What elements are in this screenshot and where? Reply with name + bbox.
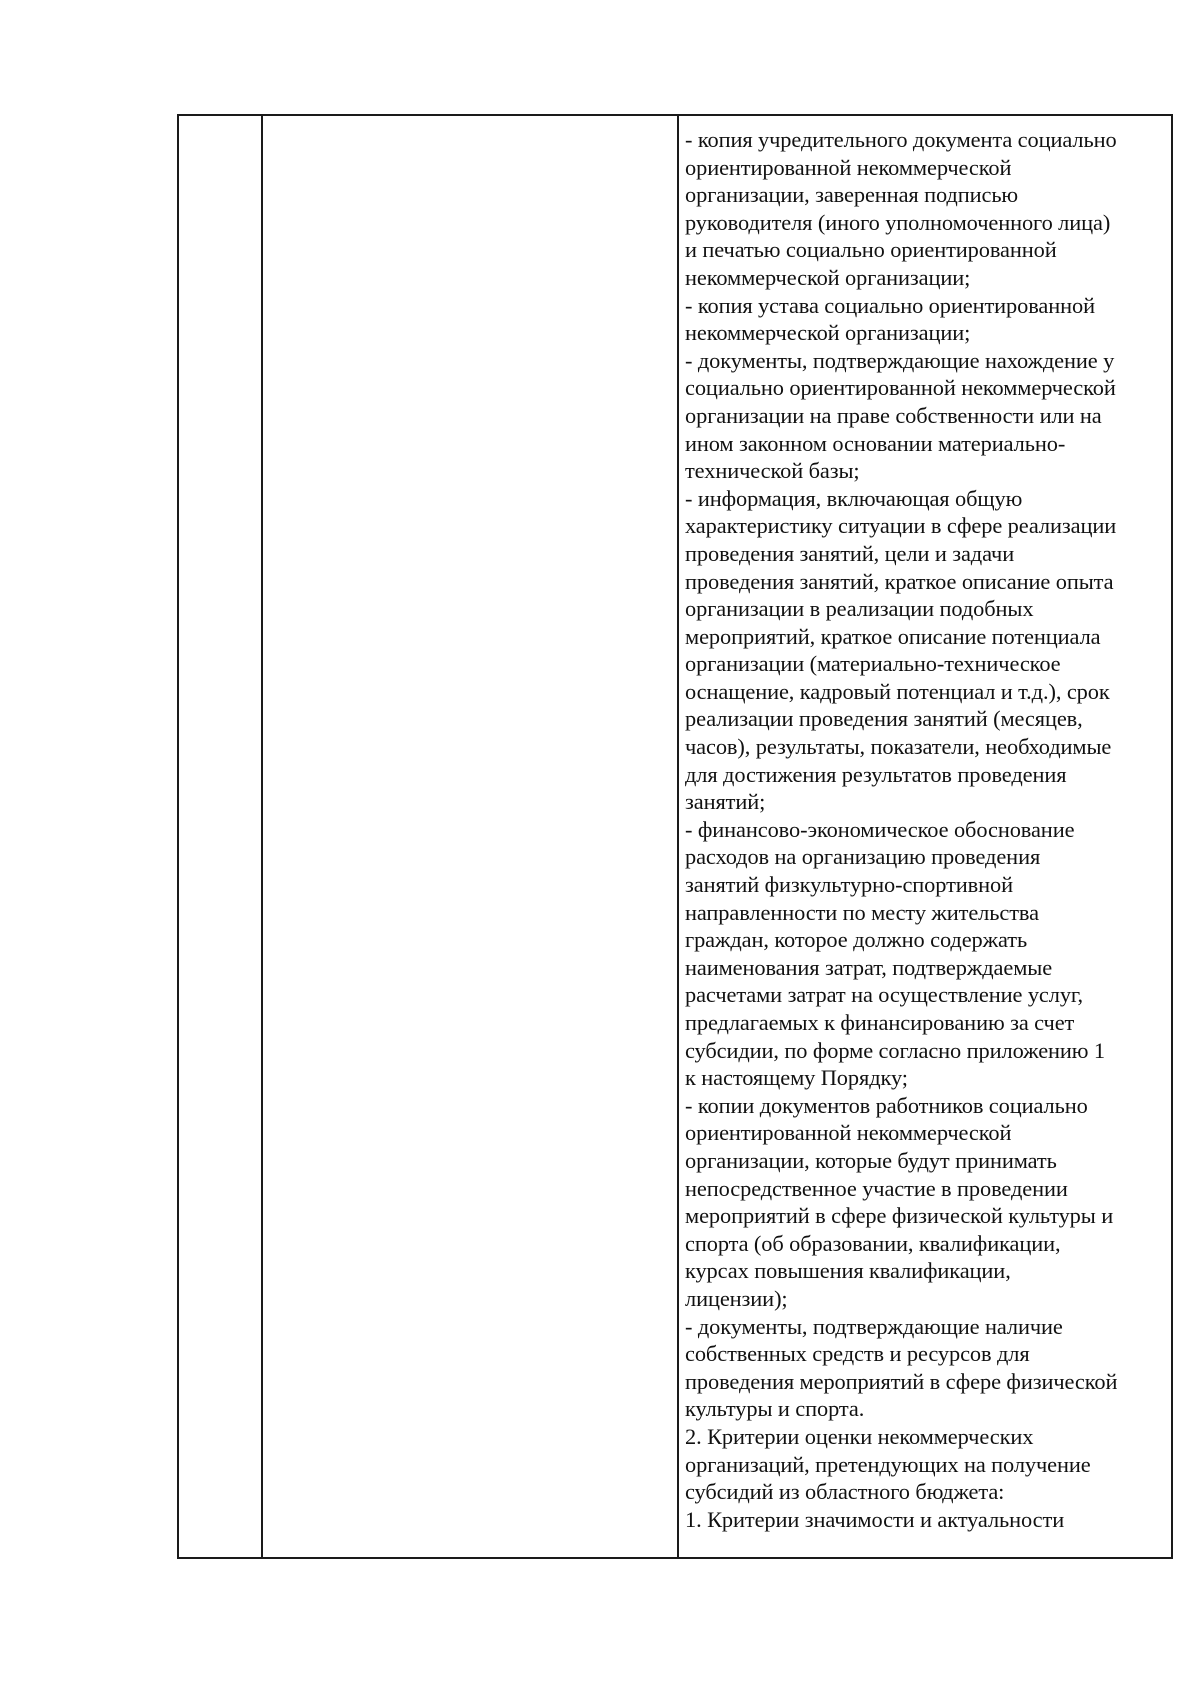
document-text-line: спорта (об образовании, квалификации, <box>685 1230 1061 1256</box>
document-text-line: 2. Критерии оценки некоммерческих <box>685 1423 1034 1449</box>
document-text-line: мероприятий, краткое описание потенциала <box>685 623 1101 649</box>
document-text-line: некоммерческой организации; <box>685 320 971 346</box>
document-text-line: ином законном основании материально- <box>685 430 1066 456</box>
document-text-line: организации, заверенная подписью <box>685 182 1019 208</box>
document-text-line: некоммерческой организации; <box>685 264 971 290</box>
document-text-line: - финансово-экономическое обоснование <box>685 816 1075 842</box>
documents-cell <box>678 115 1172 1558</box>
document-text-line: граждан, которое должно содержать <box>685 927 1028 953</box>
document-text-line: направленности по месту жительства <box>685 899 1039 925</box>
document-text-line: - копия устава социально ориентированной <box>685 292 1095 318</box>
document-text-line: субсидий из областного бюджета: <box>685 1479 1005 1505</box>
document-text-line: собственных средств и ресурсов для <box>685 1341 1030 1367</box>
document-text-line: организации, которые будут принимать <box>685 1147 1057 1173</box>
document-text-line: организации (материально-техническое <box>685 651 1061 677</box>
document-text-line: непосредственное участие в проведении <box>685 1175 1068 1201</box>
document-text-line: ориентированной некоммерческой <box>685 154 1012 180</box>
document-text-line: организации на праве собственности или на <box>685 402 1102 428</box>
document-text-line: ориентированной некоммерческой <box>685 1120 1012 1146</box>
document-text-line: руководителя (иного уполномоченного лица) <box>685 209 1111 235</box>
number-cell <box>178 115 262 1558</box>
document-text-line: наименования затрат, подтверждаемые <box>685 954 1053 980</box>
document-text-line: - информация, включающая общую <box>685 485 1023 511</box>
documents-text <box>679 116 1171 1533</box>
document-text-line: организации в реализации подобных <box>685 596 1034 622</box>
document-text-line: занятий; <box>685 789 766 815</box>
document-text-line: - документы, подтверждающие нахождение у <box>685 347 1115 373</box>
document-text-line: к настоящему Порядку; <box>685 1065 908 1091</box>
document-text-line: 1. Критерии значимости и актуальности <box>685 1506 1065 1532</box>
document-text-line: организаций, претендующих на получение <box>685 1451 1091 1477</box>
document-text-line: часов), результаты, показатели, необходимые <box>685 734 1112 760</box>
document-text-line: технической базы; <box>685 458 860 484</box>
document-text-line: расчетами затрат на осуществление услуг, <box>685 982 1083 1008</box>
document-text-line: субсидии, по форме согласно приложению 1 <box>685 1037 1106 1063</box>
document-text-line: характеристику ситуации в сфере реализации <box>685 513 1117 539</box>
name-cell <box>262 115 678 1558</box>
document-text-line: мероприятий в сфере физической культуры и <box>685 1203 1114 1229</box>
document-text-line: расходов на организацию проведения <box>685 844 1041 870</box>
table-row <box>178 115 1172 1558</box>
document-text-line: и печатью социально ориентированной <box>685 237 1057 263</box>
document-text-line: культуры и спорта. <box>685 1396 865 1422</box>
document-text-line: - копии документов работников социально <box>685 1092 1088 1118</box>
document-text-line: проведения мероприятий в сфере физической <box>685 1368 1118 1394</box>
document-text-line: предлагаемых к финансированию за счет <box>685 1010 1075 1035</box>
number-text <box>179 116 261 126</box>
document-text-line: социально ориентированной некоммерческой <box>685 375 1116 401</box>
document-text-line: для достижения результатов проведения <box>685 761 1067 787</box>
document-text-line: проведения занятий, краткое описание опыта <box>685 568 1114 594</box>
document-text-line: оснащение, кадровый потенциал и т.д.), срок <box>685 678 1110 704</box>
document-text-line: курсах повышения квалификации, <box>685 1258 1011 1284</box>
document-text-line: проведения занятий, цели и задачи <box>685 540 1015 566</box>
document-text-line: лицензии); <box>685 1285 788 1311</box>
document-text-line: реализации проведения занятий (месяцев, <box>685 706 1083 732</box>
document-text-line: - документы, подтверждающие наличие <box>685 1313 1063 1339</box>
document-text-line: - копия учредительного документа социально <box>685 127 1117 152</box>
requirements-table <box>177 114 1173 1559</box>
name-text <box>263 116 677 126</box>
document-text-line: занятий физкультурно-спортивной <box>685 872 1013 898</box>
